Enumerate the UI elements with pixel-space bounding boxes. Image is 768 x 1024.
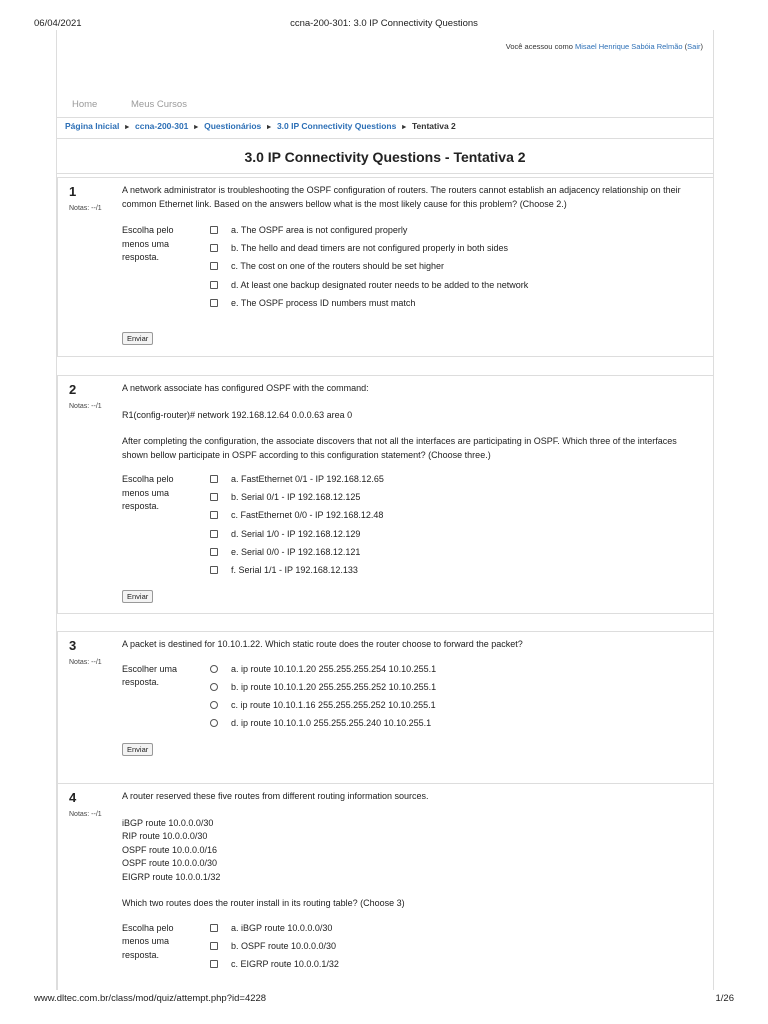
question-body [122, 184, 682, 343]
navbar [57, 88, 713, 118]
checkbox[interactable] [210, 566, 218, 574]
breadcrumb-separator-icon: ► [400, 124, 408, 131]
question-text: Which two routes does the router install in its routing table? (Choose 3) [122, 898, 405, 908]
answer-option[interactable] [210, 509, 714, 527]
question-text: After completing the configuration, the associate discovers that not all the interfaces are participating in OSPF. Which three of the interfaces shown bellow participate in OSPF according to this configuration statement? (Choose three.) [122, 436, 677, 460]
answer-block [122, 224, 682, 315]
option-label: c. The cost on one of the routers should be set higher [231, 261, 444, 272]
question-1 [57, 177, 714, 357]
nav-home-link[interactable]: Home [72, 99, 98, 110]
breadcrumb-course[interactable]: ccna-200-301 [135, 121, 189, 131]
checkbox[interactable] [210, 530, 218, 538]
answer-option[interactable] [210, 958, 714, 976]
option-label: d. ip route 10.10.1.0 255.255.255.240 10.10.255.1 [231, 718, 432, 729]
page-title: 3.0 IP Connectivity Questions - Tentativa 2 [244, 149, 526, 165]
submit-button[interactable]: Enviar [122, 332, 153, 345]
answer-option[interactable] [210, 699, 714, 717]
route-item: EIGRP route 10.0.0.1/32 [122, 871, 221, 882]
radio-button[interactable] [210, 719, 218, 727]
checkbox[interactable] [210, 262, 218, 270]
breadcrumb-current: Tentativa 2 [412, 121, 456, 131]
answer-option[interactable] [210, 260, 714, 278]
answer-option[interactable] [210, 491, 714, 509]
submit-button[interactable]: Enviar [122, 743, 153, 756]
answer-block [122, 473, 682, 582]
answer-options [210, 663, 714, 736]
option-label: a. ip route 10.10.1.20 255.255.255.254 10.10.255.1 [231, 663, 437, 674]
question-3 [57, 631, 714, 795]
radio-button[interactable] [210, 701, 218, 709]
answer-options [210, 473, 714, 582]
print-url: www.dltec.com.br/class/mod/quiz/attempt.php?id=4228 [34, 993, 267, 1004]
question-text: A network administrator is troubleshooting the OSPF configuration of routers. The routers cannot establish an adjacency relationship on their common Ethernet link. Based on the answers bellow what is the most likely cause for this problem? (Choose 2.) [122, 185, 681, 209]
breadcrumb-quizzes[interactable]: Questionários [204, 121, 262, 131]
question-number: 3 [69, 638, 77, 653]
checkbox[interactable] [210, 226, 218, 234]
option-label: b. OSPF route 10.0.0.0/30 [231, 940, 337, 951]
option-label: e. Serial 0/0 - IP 192.168.12.121 [231, 546, 361, 557]
answer-option[interactable] [210, 663, 714, 681]
option-label: c. FastEthernet 0/0 - IP 192.168.12.48 [231, 510, 384, 521]
question-2 [57, 375, 714, 614]
submit-button[interactable]: Enviar [122, 590, 153, 603]
answer-option[interactable] [210, 717, 714, 735]
answer-prompt: Escolher uma resposta. [122, 663, 178, 687]
answer-option[interactable] [210, 297, 714, 315]
answer-prompt: Escolha pelo menos uma resposta. [122, 922, 174, 960]
checkbox[interactable] [210, 475, 218, 483]
question-number: 2 [69, 382, 77, 397]
checkbox[interactable] [210, 942, 218, 950]
checkbox[interactable] [210, 511, 218, 519]
route-item: OSPF route 10.0.0.0/16 [122, 844, 218, 855]
answer-option[interactable] [210, 922, 714, 940]
option-label: a. The OSPF area is not configured properly [231, 225, 408, 235]
question-4 [57, 783, 714, 990]
checkbox[interactable] [210, 244, 218, 252]
question-text: A packet is destined for 10.10.1.22. Which static route does the router choose to forward the packet? [122, 639, 523, 649]
option-label: b. The hello and dead timers are not configured properly in both sides [231, 243, 509, 254]
route-item: RIP route 10.0.0.0/30 [122, 831, 208, 841]
breadcrumb-separator-icon: ► [123, 124, 131, 131]
checkbox[interactable] [210, 548, 218, 556]
login-info: Você acessou como Misael Henrique Sabóia Relmão (Sair) [505, 42, 703, 51]
question-body [122, 790, 682, 976]
answer-option[interactable] [210, 564, 714, 582]
breadcrumb-home[interactable]: Página Inicial [65, 121, 120, 131]
answer-prompt: Escolha pelo menos uma resposta. [122, 474, 174, 511]
answer-options [210, 224, 714, 315]
answer-block [122, 663, 682, 736]
breadcrumb-quiz[interactable]: 3.0 IP Connectivity Questions [276, 121, 397, 131]
route-item: OSPF route 10.0.0.0/30 [122, 858, 218, 868]
print-document-title: ccna-200-301: 3.0 IP Connectivity Questions [290, 18, 478, 29]
answer-option[interactable] [210, 528, 714, 546]
divider [57, 138, 713, 139]
checkbox[interactable] [210, 493, 218, 501]
answer-option[interactable] [210, 940, 714, 958]
print-header [0, 18, 768, 30]
user-profile-link[interactable]: Misael Henrique Sabóia Relmão [575, 42, 683, 51]
question-grade: Notas: --/1 [69, 205, 102, 212]
checkbox[interactable] [210, 924, 218, 932]
question-command: R1(config-router)# network 192.168.12.64 0.0.0.63 area 0 [122, 409, 353, 420]
option-label: b. Serial 0/1 - IP 192.168.12.125 [231, 492, 361, 503]
answer-option[interactable] [210, 473, 714, 491]
question-body [122, 382, 682, 601]
question-grade: Notas: --/1 [69, 659, 102, 666]
question-grade: Notas: --/1 [69, 811, 102, 818]
option-label: b. ip route 10.10.1.20 255.255.255.252 10.10.255.1 [231, 681, 437, 692]
answer-option[interactable] [210, 224, 714, 242]
breadcrumb-separator-icon: ► [192, 124, 200, 131]
question-body [122, 638, 682, 754]
option-label: c. ip route 10.10.1.16 255.255.255.252 10.10.255.1 [231, 699, 436, 710]
question-intro: A router reserved these five routes from different routing information sources. [122, 791, 429, 801]
answer-option[interactable] [210, 546, 714, 564]
option-label: f. Serial 1/1 - IP 192.168.12.133 [231, 564, 358, 575]
logout-link[interactable]: Sair [687, 42, 701, 51]
option-label: a. iBGP route 10.0.0.0/30 [231, 922, 333, 933]
login-prefix: Você acessou como [505, 42, 573, 51]
page-frame [56, 30, 714, 990]
question-intro: A network associate has configured OSPF with the command: [122, 383, 369, 393]
routes-list [122, 817, 682, 885]
question-number: 4 [69, 790, 77, 805]
answer-option[interactable] [210, 279, 714, 297]
divider [57, 173, 713, 174]
nav-my-courses-link[interactable]: Meus Cursos [131, 99, 187, 110]
checkbox[interactable] [210, 960, 218, 968]
option-label: e. The OSPF process ID numbers must match [231, 297, 416, 308]
answer-prompt: Escolha pelo menos uma resposta. [122, 225, 174, 262]
question-grade: Notas: --/1 [69, 403, 102, 410]
option-label: c. EIGRP route 10.0.0.1/32 [231, 958, 339, 969]
checkbox[interactable] [210, 281, 218, 289]
print-page-number: 1/26 [715, 993, 734, 1004]
radio-button[interactable] [210, 665, 218, 673]
answer-block [122, 922, 682, 977]
option-label: d. Serial 1/0 - IP 192.168.12.129 [231, 528, 361, 539]
option-label: a. FastEthernet 0/1 - IP 192.168.12.65 [231, 474, 384, 484]
print-date: 06/04/2021 [34, 18, 82, 29]
breadcrumb [65, 121, 456, 131]
checkbox[interactable] [210, 299, 218, 307]
route-item: iBGP route 10.0.0.0/30 [122, 817, 214, 828]
option-label: d. At least one backup designated router needs to be added to the network [231, 279, 529, 290]
answer-options [210, 922, 714, 977]
radio-button[interactable] [210, 683, 218, 691]
question-number: 1 [69, 184, 77, 199]
answer-option[interactable] [210, 242, 714, 260]
answer-option[interactable] [210, 681, 714, 699]
breadcrumb-separator-icon: ► [265, 124, 273, 131]
